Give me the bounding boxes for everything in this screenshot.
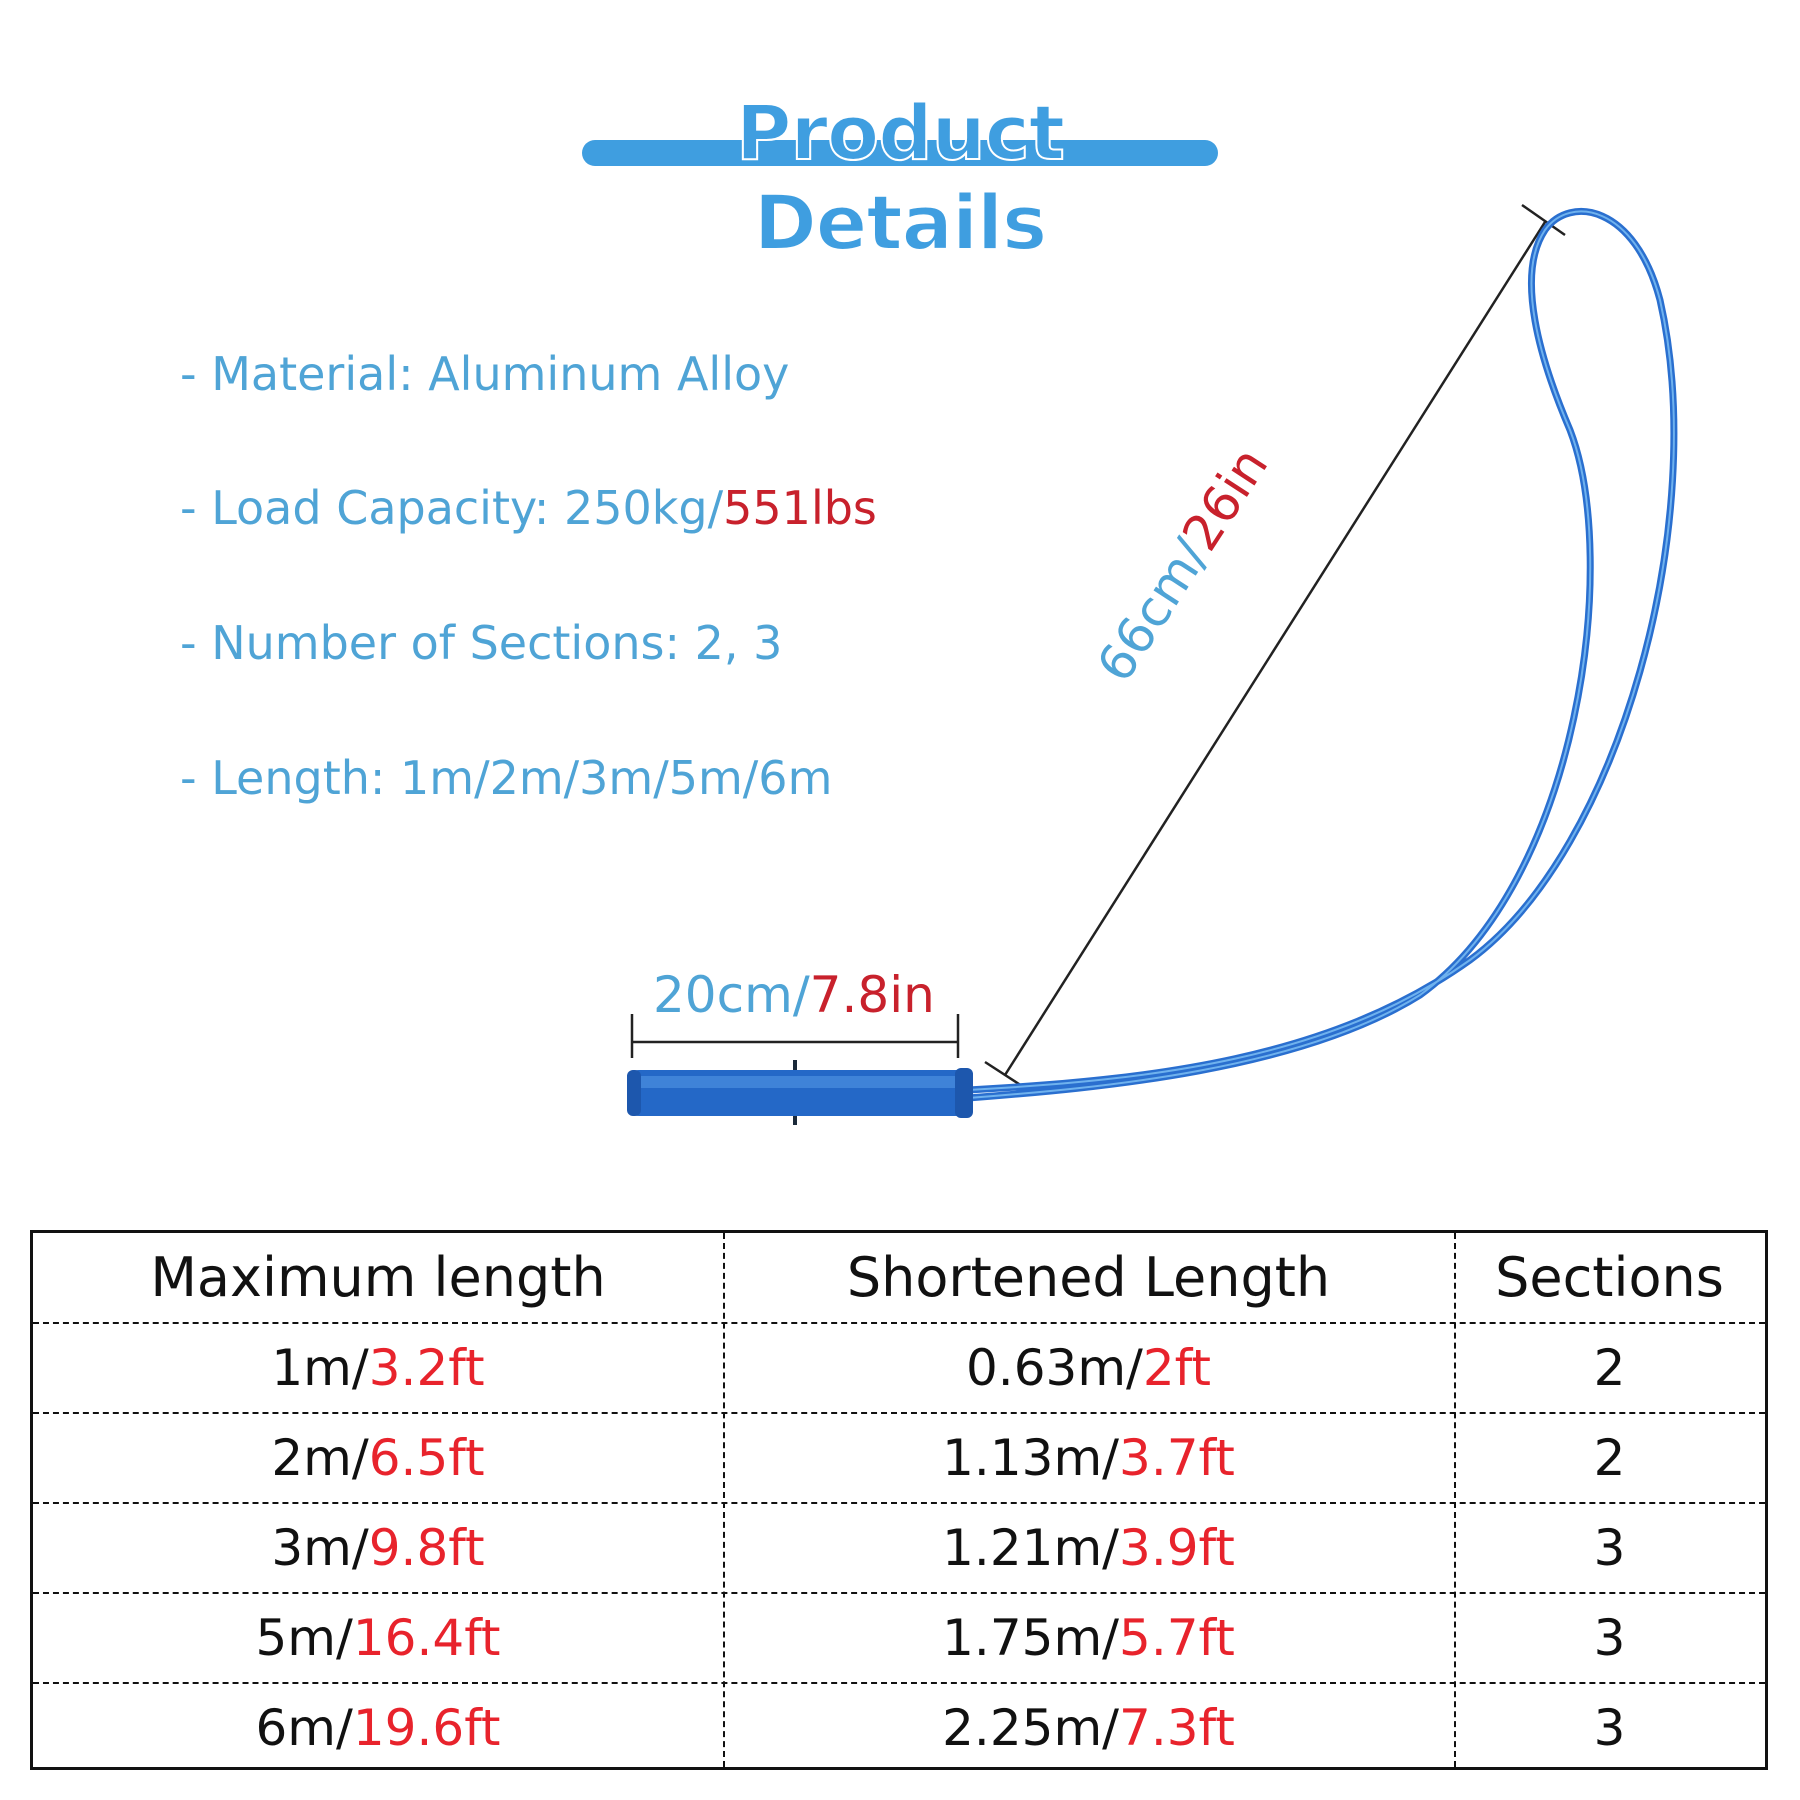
table-row [33,1412,1765,1503]
shortened-length-cell [723,1414,1454,1503]
spec-load-imperial: 551lbs [723,481,877,535]
max-length-imperial: 3.2ft [368,1339,485,1397]
max-length-imperial: 6.5ft [368,1429,485,1487]
table-header-sections: Sections [1495,1246,1724,1309]
max-length-imperial: 16.4ft [352,1609,501,1667]
table-header-row [33,1233,1765,1322]
sections-cell: 2 [1593,1339,1626,1397]
handle-dimension-label [653,965,935,1025]
table-row [33,1502,1765,1593]
shortened-length-metric: 1.21m/ [942,1519,1120,1577]
size-table [30,1230,1768,1770]
table-row [33,1682,1765,1773]
spec-length: - Length: 1m/2m/3m/5m/6m [180,751,833,805]
shortened-length-cell [723,1594,1454,1683]
handle-tube [627,1060,973,1125]
shortened-length-metric: 1.75m/ [942,1609,1120,1667]
shortened-length-imperial: 3.9ft [1119,1519,1235,1577]
shortened-length-imperial: 7.3ft [1119,1699,1235,1757]
table-row [33,1322,1765,1413]
max-length-metric: 1m/ [271,1339,369,1397]
sections-cell: 3 [1593,1519,1626,1577]
max-length-cell [33,1504,723,1593]
max-length-imperial: 19.6ft [352,1699,501,1757]
shortened-length-metric: 0.63m/ [965,1339,1143,1397]
max-length-cell [33,1414,723,1503]
shortened-length-cell [723,1684,1454,1773]
page-title: Product Details [735,88,1065,267]
spec-load-metric: - Load Capacity: 250kg/ [180,481,724,535]
shortened-length-metric: 2.25m/ [942,1699,1120,1757]
max-length-imperial: 9.8ft [368,1519,485,1577]
table-header-maximum-length: Maximum length [150,1246,606,1309]
column-divider [723,1233,725,1767]
sections-cell: 2 [1593,1429,1626,1487]
loop-dimension-imperial: 26in [1171,437,1280,561]
sections-cell: 3 [1593,1609,1626,1667]
shortened-length-cell [723,1324,1454,1413]
max-length-metric: 2m/ [271,1429,369,1487]
max-length-metric: 5m/ [255,1609,353,1667]
shortened-length-imperial: 5.7ft [1119,1609,1235,1667]
table-row [33,1592,1765,1683]
shortened-length-imperial: 2ft [1142,1339,1212,1397]
max-length-cell [33,1684,723,1773]
loop-dimension-metric: 66cm/ [1085,529,1220,693]
handle-dimension-metric: 20cm/ [653,966,810,1024]
max-length-cell [33,1594,723,1683]
spec-sections: - Number of Sections: 2, 3 [180,616,783,670]
shortened-length-metric: 1.13m/ [942,1429,1120,1487]
column-divider [1454,1233,1456,1767]
max-length-metric: 6m/ [255,1699,353,1757]
max-length-cell [33,1324,723,1413]
max-length-metric: 3m/ [271,1519,369,1577]
shortened-length-imperial: 3.7ft [1119,1429,1235,1487]
table-header-shortened-length: Shortened Length [846,1246,1331,1309]
handle-dimension-imperial: 7.8in [809,966,935,1024]
spec-material: - Material: Aluminum Alloy [180,347,790,401]
sections-cell: 3 [1593,1699,1626,1757]
shortened-length-cell [723,1504,1454,1593]
